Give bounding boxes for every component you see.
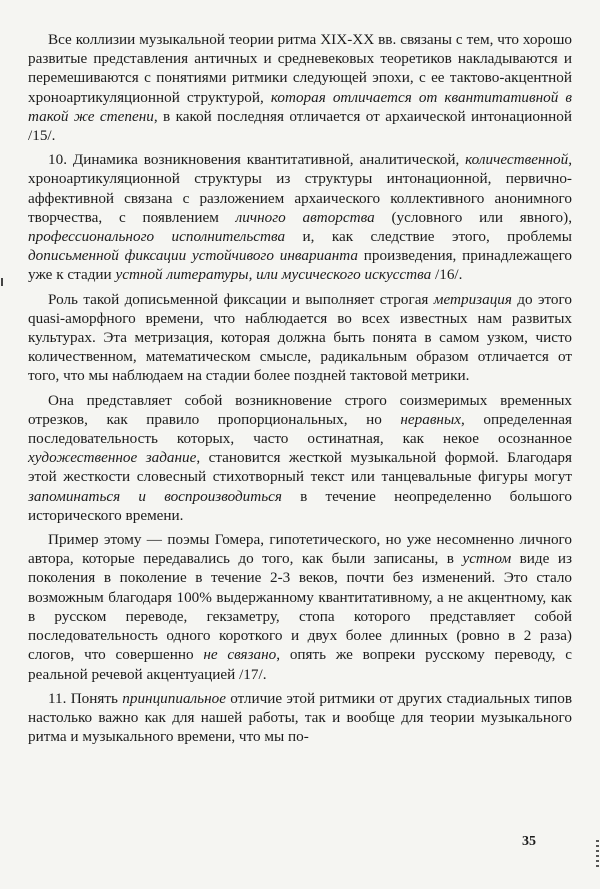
- text-run: Все коллизии музыкальной теории ритма XIX-XX вв. связаны с тем, что хорошо развитые представления античных и средневековых теоретиков накладываются и перемешиваются с понятиями ритмики следующей эпохи, с ее тактово-акцентной хроноартикуляционной структурой,: [28, 31, 572, 106]
- italic-text: дописьменной фиксации устойчивого инварианта: [28, 247, 359, 265]
- paragraph: [28, 290, 572, 386]
- text-run: , опять же вопреки русскому переводу, с реальной речевой акцентуацией /17/.: [28, 646, 572, 683]
- text-run: /16/.: [431, 266, 463, 284]
- italic-text: устной литературы, или мусического искусства: [115, 266, 432, 284]
- text-run: , в какой последняя отличается от архаической интонационной /15/.: [28, 107, 572, 145]
- text-run: Пример этому — поэмы Гомера, гипотетического, но уже несомненно личного автора, которые передавались до того, как были записаны, в: [28, 531, 572, 568]
- text-run: 11. Понять: [48, 689, 123, 707]
- text-run: отличие этой ритмики от других стадиальных типов настолько важно как для нашей работы, так и вообще для теории музыкального ритма и музыкального времени, что мы по-: [28, 689, 572, 746]
- italic-text: неравных: [400, 410, 461, 428]
- text-run: и, как следствие этого, проблемы: [285, 228, 572, 246]
- paragraph: [28, 150, 572, 284]
- text-run: (условного или явного),: [374, 208, 572, 226]
- italic-text: художественное задание: [28, 449, 197, 467]
- paragraph: [28, 689, 572, 747]
- text-run: Она представляет собой возникновение строго соизмеримых временных отрезков, как правило пропорциональных, но: [28, 391, 572, 428]
- italic-text: которая отличается от квантитативной в такой же степени: [28, 88, 572, 125]
- text-run: 10. Динамика возникновения квантитативной, аналитической,: [48, 151, 466, 169]
- text-run: , хроноартикуляционной структуры из структуры интонационной, первично-аффективной связана с разложением архаического коллективного анонимного творчества, с появлением: [28, 151, 572, 226]
- page-number: 35: [522, 834, 536, 849]
- text-run: , становится жесткой музыкальной формой. Благодаря этой жесткости словесный стихотворный текст или танцевальные фигуры могут: [28, 449, 572, 486]
- text-run: Роль такой дописьменной фиксации и выполняет строгая: [48, 290, 434, 308]
- body-text: [28, 30, 572, 751]
- paragraph: [28, 530, 572, 684]
- italic-text: личного авторства: [235, 208, 375, 226]
- text-run: до этого quasi-аморфного времени, что наблюдается во всех известных нам развитых культурах. Эта метризация, которая должна быть понята в самом узком, чисто количественном, математическом смысле, радикальным образом отличается от того, что мы наблюдаем на стадии более поздней тактовой метрики.: [28, 290, 572, 385]
- text-run: , определенная последовательность которых, часто остинатная, как некое осознанное: [28, 410, 572, 448]
- italic-text: количественной: [465, 151, 569, 169]
- paragraph: [28, 30, 572, 145]
- italic-text: профессионального исполнительства: [28, 228, 286, 246]
- italic-text: запоминаться и воспроизводиться: [28, 487, 282, 505]
- text-run: произведения, принадлежащего уже к стадии: [28, 247, 573, 284]
- text-run: в течение неопределенно большого исторического времени.: [28, 487, 572, 524]
- page-edge-scan-artifact: [596, 840, 599, 870]
- italic-text: метризация: [433, 290, 512, 308]
- italic-text: не связано: [203, 646, 277, 664]
- text-run: виде из поколения в поколение в течение 2-3 веков, почти без изменений. Это стало возможным благодаря 100% выдержанному квантитативному, а не акцентному, как в русском переводе, гекзаметру, стопа которого представляет собой последовательность одного короткого и двух более длинных (ровно в 2 раза) слогов, что совершенно: [28, 550, 572, 664]
- paragraph: [28, 391, 572, 525]
- margin-mark: [1, 278, 3, 286]
- italic-text: устном: [462, 550, 512, 568]
- italic-text: принципиальное: [122, 689, 226, 707]
